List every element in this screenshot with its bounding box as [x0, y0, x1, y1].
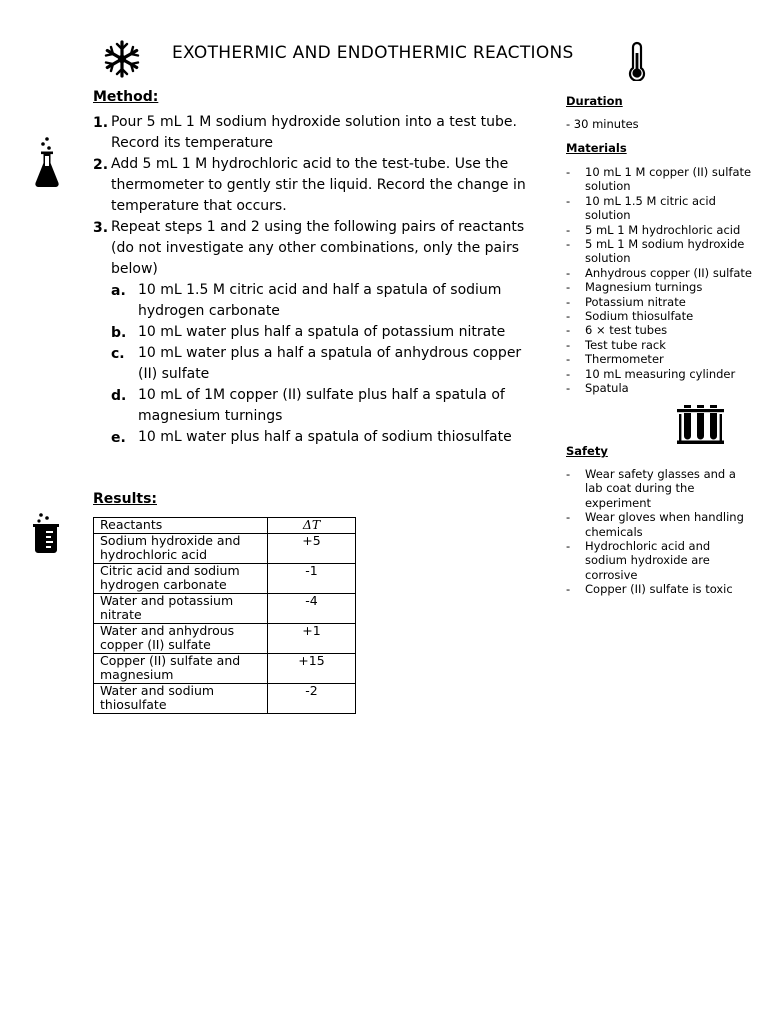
step-number: 2. — [93, 157, 109, 173]
thermometer-icon — [625, 41, 649, 81]
reactants-cell: Sodium hydroxide and hydrochloric acid — [94, 533, 268, 563]
table-row — [94, 593, 356, 623]
method-substep — [111, 427, 543, 448]
table-row — [94, 533, 356, 563]
method-steps — [93, 112, 543, 448]
reactants-cell: Water and anhydrous copper (II) sulfate — [94, 623, 268, 653]
method-heading: Method: — [93, 89, 159, 105]
material-text: Magnesium turnings — [585, 280, 703, 295]
list-item — [566, 323, 752, 337]
list-item — [566, 510, 752, 539]
substep-letter: e. — [111, 430, 126, 446]
list-item — [566, 165, 752, 194]
list-dash: - — [566, 294, 571, 309]
list-item — [566, 194, 752, 223]
method-substep — [111, 322, 543, 343]
list-dash: - — [566, 237, 571, 252]
safety-text: Wear gloves when handling chemicals — [585, 510, 744, 539]
delta-t-cell: +5 — [268, 533, 356, 563]
duration-heading: Duration — [566, 94, 623, 108]
method-step — [93, 217, 543, 448]
list-item — [566, 467, 752, 510]
materials-heading: Materials — [566, 141, 627, 155]
step-text: Add 5 mL 1 M hydrochloric acid to the test-tube. Use the thermometer to gently stir the liquid. Record the change in temperature that occurs. — [111, 156, 526, 214]
list-item — [566, 280, 752, 294]
list-dash: - — [566, 165, 571, 179]
step-number: 1. — [93, 115, 109, 131]
list-item — [566, 338, 752, 352]
reactants-cell: Copper (II) sulfate and magnesium — [94, 653, 268, 683]
substep-text: 10 mL water plus a half a spatula of anhydrous copper (II) sulfate — [138, 345, 522, 382]
flask-icon — [34, 136, 60, 188]
substep-text: 10 mL water plus half a spatula of sodium thiosulfate — [138, 429, 512, 445]
substep-text: 10 mL of 1M copper (II) sulfate plus half a spatula of magnesium turnings — [138, 387, 505, 424]
material-text: Spatula — [585, 381, 629, 396]
list-item — [566, 237, 752, 266]
list-dash: - — [566, 366, 571, 381]
method-substep — [111, 343, 543, 385]
list-dash: - — [566, 265, 571, 280]
material-text: 6 × test tubes — [585, 323, 668, 338]
list-dash: - — [566, 309, 571, 324]
beaker-icon — [31, 512, 61, 554]
list-dash: - — [566, 539, 571, 554]
method-substep — [111, 385, 543, 427]
substep-text: 10 mL 1.5 M citric acid and half a spatula of sodium hydrogen carbonate — [138, 282, 502, 319]
table-header-row — [94, 518, 356, 534]
material-text: 10 mL 1.5 M citric acid solution — [585, 193, 716, 223]
list-dash: - — [566, 467, 571, 481]
materials-list — [566, 165, 752, 396]
column-header-reactants: Reactants — [94, 518, 268, 534]
table-row — [94, 653, 356, 683]
step-text: Pour 5 mL 1 M sodium hydroxide solution into a test tube. Record its temperature — [111, 114, 517, 151]
table-row — [94, 563, 356, 593]
method-substep — [111, 280, 543, 322]
material-text: 5 mL 1 M sodium hydroxide solution — [585, 237, 745, 266]
safety-text: Copper (II) sulfate is toxic — [585, 582, 733, 597]
material-text: Potassium nitrate — [585, 294, 686, 309]
table-row — [94, 683, 356, 713]
list-item — [566, 367, 752, 381]
delta-t-cell: -1 — [268, 563, 356, 593]
list-dash: - — [566, 381, 571, 396]
list-dash: - — [566, 337, 571, 352]
list-item — [566, 539, 752, 582]
list-item — [566, 309, 752, 323]
list-dash: - — [566, 193, 571, 208]
list-item — [566, 352, 752, 366]
list-item — [566, 295, 752, 309]
method-substeps — [111, 280, 543, 448]
delta-t-cell: +1 — [268, 623, 356, 653]
table-row — [94, 623, 356, 653]
list-dash: - — [566, 510, 571, 525]
page-title: EXOTHERMIC AND ENDOTHERMIC REACTIONS — [172, 43, 574, 63]
safety-heading: Safety — [566, 444, 608, 458]
list-dash: - — [566, 323, 571, 338]
material-text: Test tube rack — [585, 337, 666, 352]
step-number: 3. — [93, 220, 109, 236]
delta-t-cell: -2 — [268, 683, 356, 713]
results-heading: Results: — [93, 491, 157, 507]
list-item — [566, 381, 752, 395]
reactants-cell: Water and sodium thiosulfate — [94, 683, 268, 713]
safety-text: Hydrochloric acid and sodium hydroxide are corrosive — [585, 539, 711, 582]
reactants-cell: Citric acid and sodium hydrogen carbonate — [94, 563, 268, 593]
substep-text: 10 mL water plus half a spatula of potassium nitrate — [138, 324, 506, 340]
safety-list — [566, 467, 752, 597]
substep-letter: b. — [111, 325, 127, 341]
step-text: Repeat steps 1 and 2 using the following pairs of reactants (do not investigate any other combinations, only the pairs below) — [111, 219, 525, 277]
list-dash: - — [566, 352, 571, 367]
column-header-delta-t: ΔT — [268, 518, 356, 534]
delta-t-cell: -4 — [268, 593, 356, 623]
substep-letter: c. — [111, 346, 125, 362]
substep-letter: d. — [111, 388, 127, 404]
substep-letter: a. — [111, 283, 126, 299]
material-text: 5 mL 1 M hydrochloric acid — [585, 222, 741, 237]
material-text: Anhydrous copper (II) sulfate — [585, 265, 752, 280]
snowflake-icon — [103, 40, 141, 78]
method-step — [93, 112, 543, 154]
list-item — [566, 582, 752, 596]
delta-t-cell: +15 — [268, 653, 356, 683]
list-item — [566, 223, 752, 237]
material-text: 10 mL 1 M copper (II) sulfate solution — [585, 165, 752, 194]
list-dash: - — [566, 280, 571, 295]
method-step — [93, 154, 543, 217]
material-text: Sodium thiosulfate — [585, 309, 694, 324]
material-text: 10 mL measuring cylinder — [585, 366, 736, 381]
results-table — [93, 517, 356, 714]
duration-text: - 30 minutes — [566, 117, 639, 131]
test-tube-rack-icon — [677, 405, 724, 444]
reactants-cell: Water and potassium nitrate — [94, 593, 268, 623]
list-dash: - — [566, 582, 571, 597]
list-item — [566, 266, 752, 280]
material-text: Thermometer — [585, 352, 664, 367]
safety-text: Wear safety glasses and a lab coat during the experiment — [585, 467, 736, 510]
list-dash: - — [566, 222, 571, 237]
